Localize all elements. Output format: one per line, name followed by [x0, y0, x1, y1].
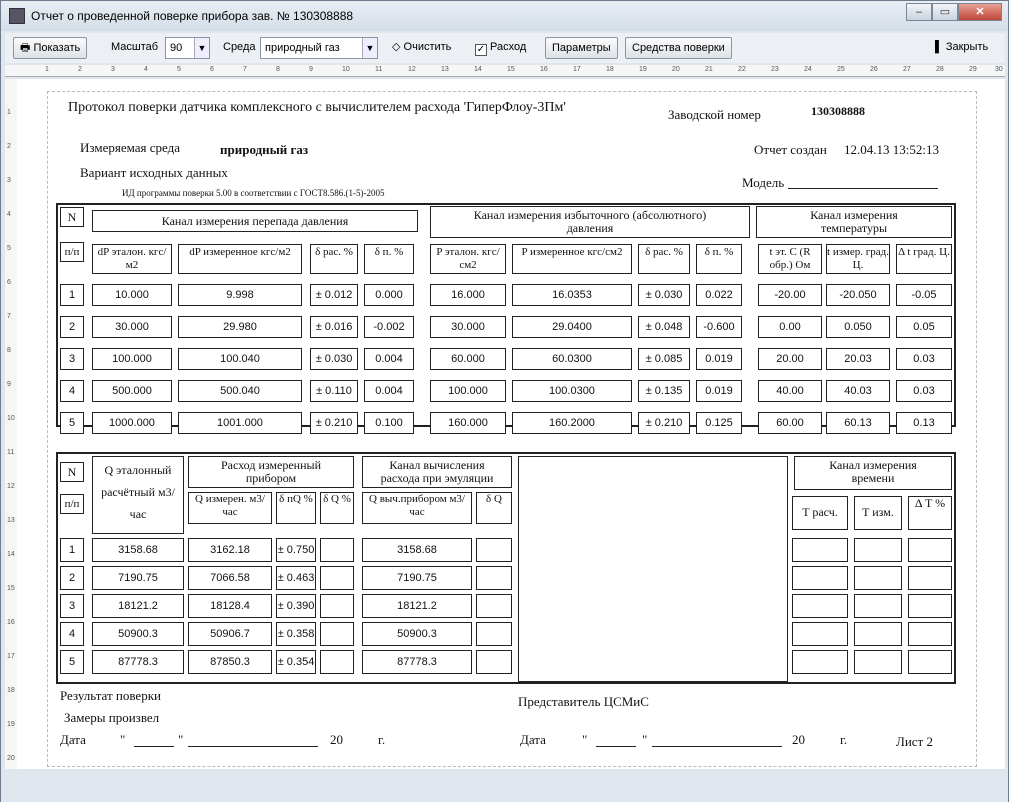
ruler-mark: 11: [7, 449, 15, 456]
ruler-mark: 27: [903, 66, 911, 73]
empty-cell: [792, 622, 848, 646]
table2-cell: 7190.75: [362, 566, 472, 590]
t-group-header: Канал измерения температуры: [756, 206, 952, 238]
ruler-mark: 4: [144, 66, 148, 73]
table1-cell: ± 0.210: [310, 412, 358, 434]
table1-cell: 10.000: [92, 284, 172, 306]
ruler-mark: 28: [936, 66, 944, 73]
scale-label: Масштаб: [111, 41, 159, 53]
scale-select[interactable]: [165, 37, 210, 59]
table1-cell: -20.050: [826, 284, 890, 306]
empty-cell: [854, 650, 902, 674]
created-label: Отчет создан: [754, 142, 827, 157]
table1-cell: 0.125: [696, 412, 742, 434]
chevron-down-icon: ▼: [194, 38, 209, 58]
dq3-header: δ Q: [476, 492, 512, 524]
left-ruler: [5, 79, 17, 769]
row-number: 4: [60, 622, 84, 646]
empty-cell: [854, 538, 902, 562]
ruler-mark: 7: [243, 66, 247, 73]
empty-cell: [792, 650, 848, 674]
table2-cell: 87778.3: [92, 650, 184, 674]
ruler-mark: 30: [995, 66, 1003, 73]
empty-cell: [908, 594, 952, 618]
table1-col-header: dP эталон. кгс/м2: [92, 244, 172, 274]
ruler-mark: 24: [804, 66, 812, 73]
empty-cell: [320, 538, 354, 562]
ruler-mark: 16: [540, 66, 548, 73]
table2-cell: 3162.18: [188, 538, 272, 562]
table2-cell: 7190.75: [92, 566, 184, 590]
report-title: Протокол поверки датчика комплексного с вычислителем расхода 'ГиперФлоу-3Пм': [68, 100, 566, 115]
clear-label: Очистить: [403, 41, 452, 53]
row-number: 2: [60, 566, 84, 590]
ruler-mark: 5: [7, 245, 11, 252]
dt-header: Δ T %: [908, 496, 952, 530]
table1-n-header: N: [60, 207, 84, 227]
ruler-mark: 12: [7, 483, 15, 490]
table1-col-header: dP измеренное кгс/м2: [178, 244, 302, 274]
ruler-mark: 19: [639, 66, 647, 73]
table1-col-header: t измер. град. Ц.: [826, 244, 890, 274]
ruler-mark: 19: [7, 721, 15, 728]
ruler-mark: 23: [771, 66, 779, 73]
table2-cell: 87778.3: [362, 650, 472, 674]
table1-cell: ± 0.210: [638, 412, 690, 434]
ruler-mark: 18: [7, 687, 15, 694]
table1-cell: 0.050: [826, 316, 890, 338]
table2-cell: 18121.2: [362, 594, 472, 618]
medium-label: Среда: [223, 41, 256, 53]
ruler-mark: 29: [969, 66, 977, 73]
table1-cell: 1001.000: [178, 412, 302, 434]
program-note: ИД программы поверки 5.00 в соответствии с ГОСТ8.586.(1-5)-2005: [122, 188, 385, 198]
empty-cell: [320, 594, 354, 618]
empty-cell: [908, 566, 952, 590]
empty-cell: [476, 566, 512, 590]
empty-cell: [476, 650, 512, 674]
table1-cell: 9.998: [178, 284, 302, 306]
table2-cell: ± 0.463: [276, 566, 316, 590]
dq2-header: δ Q %: [320, 492, 354, 524]
table1-cell: 0.019: [696, 348, 742, 370]
empty-cell: [792, 594, 848, 618]
ruler-mark: 1: [45, 66, 49, 73]
ruler-mark: 15: [507, 66, 515, 73]
table1-cell: ± 0.048: [638, 316, 690, 338]
sheet-label: Лист 2: [896, 734, 933, 749]
table2-cell: ± 0.390: [276, 594, 316, 618]
ruler-mark: 11: [375, 66, 383, 73]
table2-cell: 18121.2: [92, 594, 184, 618]
report-canvas[interactable]: [17, 79, 1005, 769]
table1-cell: -0.05: [896, 284, 952, 306]
table1-cell: 30.000: [92, 316, 172, 338]
table1-cell: 0.004: [364, 380, 414, 402]
ruler-mark: 9: [7, 381, 11, 388]
empty-cell: [320, 622, 354, 646]
table2-cell: ± 0.354: [276, 650, 316, 674]
table2-cell: 50900.3: [92, 622, 184, 646]
ruler-mark: 15: [7, 585, 15, 592]
ruler-mark: 10: [7, 415, 15, 422]
table1-cell: 100.040: [178, 348, 302, 370]
ruler-mark: 25: [837, 66, 845, 73]
table1-cell: 500.040: [178, 380, 302, 402]
table1-cell: 40.03: [826, 380, 890, 402]
table1-col-header: P измеренное кгс/см2: [512, 244, 632, 274]
row-number: 3: [60, 348, 84, 370]
row-number: 5: [60, 650, 84, 674]
top-ruler: [5, 65, 1005, 77]
medium-label: Измеряемая среда: [80, 140, 180, 155]
table1-cell: 0.004: [364, 348, 414, 370]
table2-cell: 87850.3: [188, 650, 272, 674]
empty-cell: [792, 538, 848, 562]
month-underline-left: [188, 746, 318, 747]
serial-label: Заводской номер: [668, 107, 761, 122]
serial-value: 130308888: [811, 104, 865, 118]
table1-cell: 20.00: [758, 348, 822, 370]
table1-cell: 160.2000: [512, 412, 632, 434]
table1-col-header: δ рас. %: [310, 244, 358, 274]
table1-cell: 1000.000: [92, 412, 172, 434]
quote-close-left: ": [178, 732, 184, 747]
year-suffix-right: г.: [840, 732, 848, 747]
flow-checkbox[interactable]: [475, 37, 526, 59]
table1-cell: 29.980: [178, 316, 302, 338]
table1-cell: 0.000: [364, 284, 414, 306]
scale-value: 90: [170, 42, 183, 54]
q-calc-header: Q выч.прибором м3/час: [362, 492, 472, 524]
ruler-mark: 12: [408, 66, 416, 73]
table1-col-header: δ рас. %: [638, 244, 690, 274]
table1-col-header: δ п. %: [364, 244, 414, 274]
year-right: 20: [792, 732, 805, 747]
tools-button[interactable]: Средства поверки: [625, 37, 732, 59]
empty-cell: [792, 566, 848, 590]
table1-cell: ± 0.016: [310, 316, 358, 338]
empty-panel: [518, 456, 788, 682]
status-bar: [1, 791, 1008, 802]
table1-cell: 16.000: [430, 284, 506, 306]
close-button[interactable]: [935, 37, 988, 59]
table1-cell: -0.600: [696, 316, 742, 338]
window-title: Отчет о проведенной поверке прибора зав. № 130308888: [31, 9, 354, 23]
ruler-mark: 16: [7, 619, 15, 626]
ruler-mark: 2: [78, 66, 82, 73]
year-left: 20: [330, 732, 343, 747]
empty-cell: [854, 622, 902, 646]
empty-cell: [908, 650, 952, 674]
app-icon: [9, 8, 25, 24]
year-suffix-left: г.: [378, 732, 386, 747]
t-meas-header: T изм.: [854, 496, 902, 530]
table1-col-header: t эт. C (R обр.) Ом: [758, 244, 822, 274]
ruler-mark: 8: [276, 66, 280, 73]
quote-open-right: ": [582, 732, 588, 747]
flow-label: Расход: [490, 41, 527, 53]
table1-cell: 16.0353: [512, 284, 632, 306]
table1-cell: 0.05: [896, 316, 952, 338]
day-underline-right: [596, 746, 636, 747]
table1-cell: 40.00: [758, 380, 822, 402]
created-value: 12.04.13 13:52:13: [844, 142, 939, 157]
day-underline-left: [134, 746, 174, 747]
medium-value: природный газ: [265, 42, 340, 54]
variant-label: Вариант исходных данных: [80, 165, 228, 180]
table1-pp-header: п/п: [60, 242, 84, 262]
table2-cell: ± 0.750: [276, 538, 316, 562]
ruler-mark: 10: [342, 66, 350, 73]
table2-cell: ± 0.358: [276, 622, 316, 646]
clear-button[interactable]: [392, 37, 451, 59]
table1-cell: ± 0.012: [310, 284, 358, 306]
medium-value: природный газ: [220, 142, 309, 157]
medium-select[interactable]: [260, 37, 378, 59]
p-group-header: Канал измерения избыточного (абсолютного) давления: [430, 206, 750, 238]
ruler-mark: 26: [870, 66, 878, 73]
ruler-mark: 4: [7, 211, 11, 218]
empty-cell: [854, 594, 902, 618]
table1-col-header: P эталон. кгс/см2: [430, 244, 506, 274]
t-calc-header: T расч.: [792, 496, 848, 530]
table1-cell: ± 0.110: [310, 380, 358, 402]
table1-cell: 60.0300: [512, 348, 632, 370]
calc-group-header: Канал вычисления расхода при эмуляции: [362, 456, 512, 488]
table1-cell: -20.00: [758, 284, 822, 306]
ruler-mark: 9: [309, 66, 313, 73]
table1-cell: 29.0400: [512, 316, 632, 338]
ruler-mark: 14: [7, 551, 15, 558]
table1-cell: 0.022: [696, 284, 742, 306]
show-label: Показать: [33, 42, 81, 54]
row-number: 5: [60, 412, 84, 434]
empty-cell: [320, 650, 354, 674]
report-page: [47, 91, 977, 767]
quote-close-right: ": [642, 732, 648, 747]
table1-cell: 500.000: [92, 380, 172, 402]
close-window-button[interactable]: ✕: [958, 3, 1002, 21]
table1-col-header: δ п. %: [696, 244, 742, 274]
ruler-mark: 6: [7, 279, 11, 286]
ruler-mark: 17: [7, 653, 15, 660]
ruler-mark: 14: [474, 66, 482, 73]
ruler-mark: 20: [672, 66, 680, 73]
table2-cell: 18128.4: [188, 594, 272, 618]
row-number: 4: [60, 380, 84, 402]
result-label: Результат поверки: [60, 688, 161, 703]
ruler-mark: 3: [7, 177, 11, 184]
table1-cell: 60.000: [430, 348, 506, 370]
table1-cell: 0.100: [364, 412, 414, 434]
table1-cell: ± 0.135: [638, 380, 690, 402]
ruler-mark: 1: [7, 109, 11, 116]
empty-cell: [476, 538, 512, 562]
table1-cell: 100.000: [430, 380, 506, 402]
table1-cell: 60.00: [758, 412, 822, 434]
ruler-mark: 18: [606, 66, 614, 73]
minimize-button[interactable]: –: [906, 3, 932, 21]
table1-cell: 0.03: [896, 380, 952, 402]
time-group-header: Канал измерения времени: [794, 456, 952, 490]
table1-col-header: Δ t град. Ц.: [896, 244, 952, 274]
row-number: 3: [60, 594, 84, 618]
model-label: Модель: [742, 175, 785, 190]
table1-cell: ± 0.030: [310, 348, 358, 370]
title-bar[interactable]: [1, 1, 1008, 31]
ruler-mark: 17: [573, 66, 581, 73]
q-ref-header: Q эталонный расчётный м3/час: [92, 456, 184, 534]
ruler-mark: 13: [7, 517, 15, 524]
table1-cell: 0.03: [896, 348, 952, 370]
model-underline: [788, 188, 938, 189]
month-underline-right: [652, 746, 782, 747]
row-number: 1: [60, 538, 84, 562]
rep-label: Представитель ЦСМиС: [518, 694, 649, 709]
empty-cell: [908, 622, 952, 646]
table2-n-header: N: [60, 462, 84, 482]
empty-cell: [476, 594, 512, 618]
ruler-mark: 20: [7, 755, 15, 762]
table1-cell: 60.13: [826, 412, 890, 434]
date-label-right: Дата: [520, 732, 546, 747]
empty-cell: [908, 538, 952, 562]
table1-cell: 20.03: [826, 348, 890, 370]
ruler-mark: 6: [210, 66, 214, 73]
eraser-icon: ◇: [392, 41, 401, 53]
table2-pp-header: п/п: [60, 494, 84, 514]
empty-cell: [320, 566, 354, 590]
dp-group-header: Канал измерения перепада давления: [92, 210, 418, 232]
date-label-left: Дата: [60, 732, 86, 747]
check-icon: ✓: [476, 44, 486, 55]
table2-cell: 7066.58: [188, 566, 272, 590]
empty-cell: [476, 622, 512, 646]
ruler-mark: 8: [7, 347, 11, 354]
table1-cell: 0.00: [758, 316, 822, 338]
params-button[interactable]: Параметры: [545, 37, 618, 59]
table1-cell: -0.002: [364, 316, 414, 338]
quote-open-left: ": [120, 732, 126, 747]
table1-cell: 160.000: [430, 412, 506, 434]
empty-cell: [854, 566, 902, 590]
row-number: 2: [60, 316, 84, 338]
ruler-mark: 22: [738, 66, 746, 73]
table1-cell: ± 0.030: [638, 284, 690, 306]
printer-icon: 🖶: [20, 42, 31, 54]
table1-cell: 0.13: [896, 412, 952, 434]
table1-cell: ± 0.085: [638, 348, 690, 370]
toolbar: [5, 33, 1005, 63]
ruler-mark: 13: [441, 66, 449, 73]
table1-cell: 100.0300: [512, 380, 632, 402]
table2-cell: 3158.68: [92, 538, 184, 562]
table2-cell: 50900.3: [362, 622, 472, 646]
ruler-mark: 3: [111, 66, 115, 73]
dq-header: δ пQ %: [276, 492, 316, 524]
measured-by-label: Замеры произвел: [64, 710, 160, 725]
chevron-down-icon: ▼: [362, 38, 377, 58]
show-button[interactable]: [13, 37, 87, 59]
table2-cell: 50906.7: [188, 622, 272, 646]
table1-cell: 0.019: [696, 380, 742, 402]
flow-group-header: Расход измеренный прибором: [188, 456, 354, 488]
row-number: 1: [60, 284, 84, 306]
q-meas-header: Q измерен. м3/час: [188, 492, 272, 524]
ruler-mark: 5: [177, 66, 181, 73]
table1-cell: 100.000: [92, 348, 172, 370]
restore-button[interactable]: ▭: [932, 3, 958, 21]
ruler-mark: 2: [7, 143, 11, 150]
ruler-mark: 21: [705, 66, 713, 73]
close-label: Закрыть: [945, 41, 989, 53]
table1-cell: 30.000: [430, 316, 506, 338]
door-icon: ▌: [935, 41, 943, 53]
table2-cell: 3158.68: [362, 538, 472, 562]
ruler-mark: 7: [7, 313, 11, 320]
